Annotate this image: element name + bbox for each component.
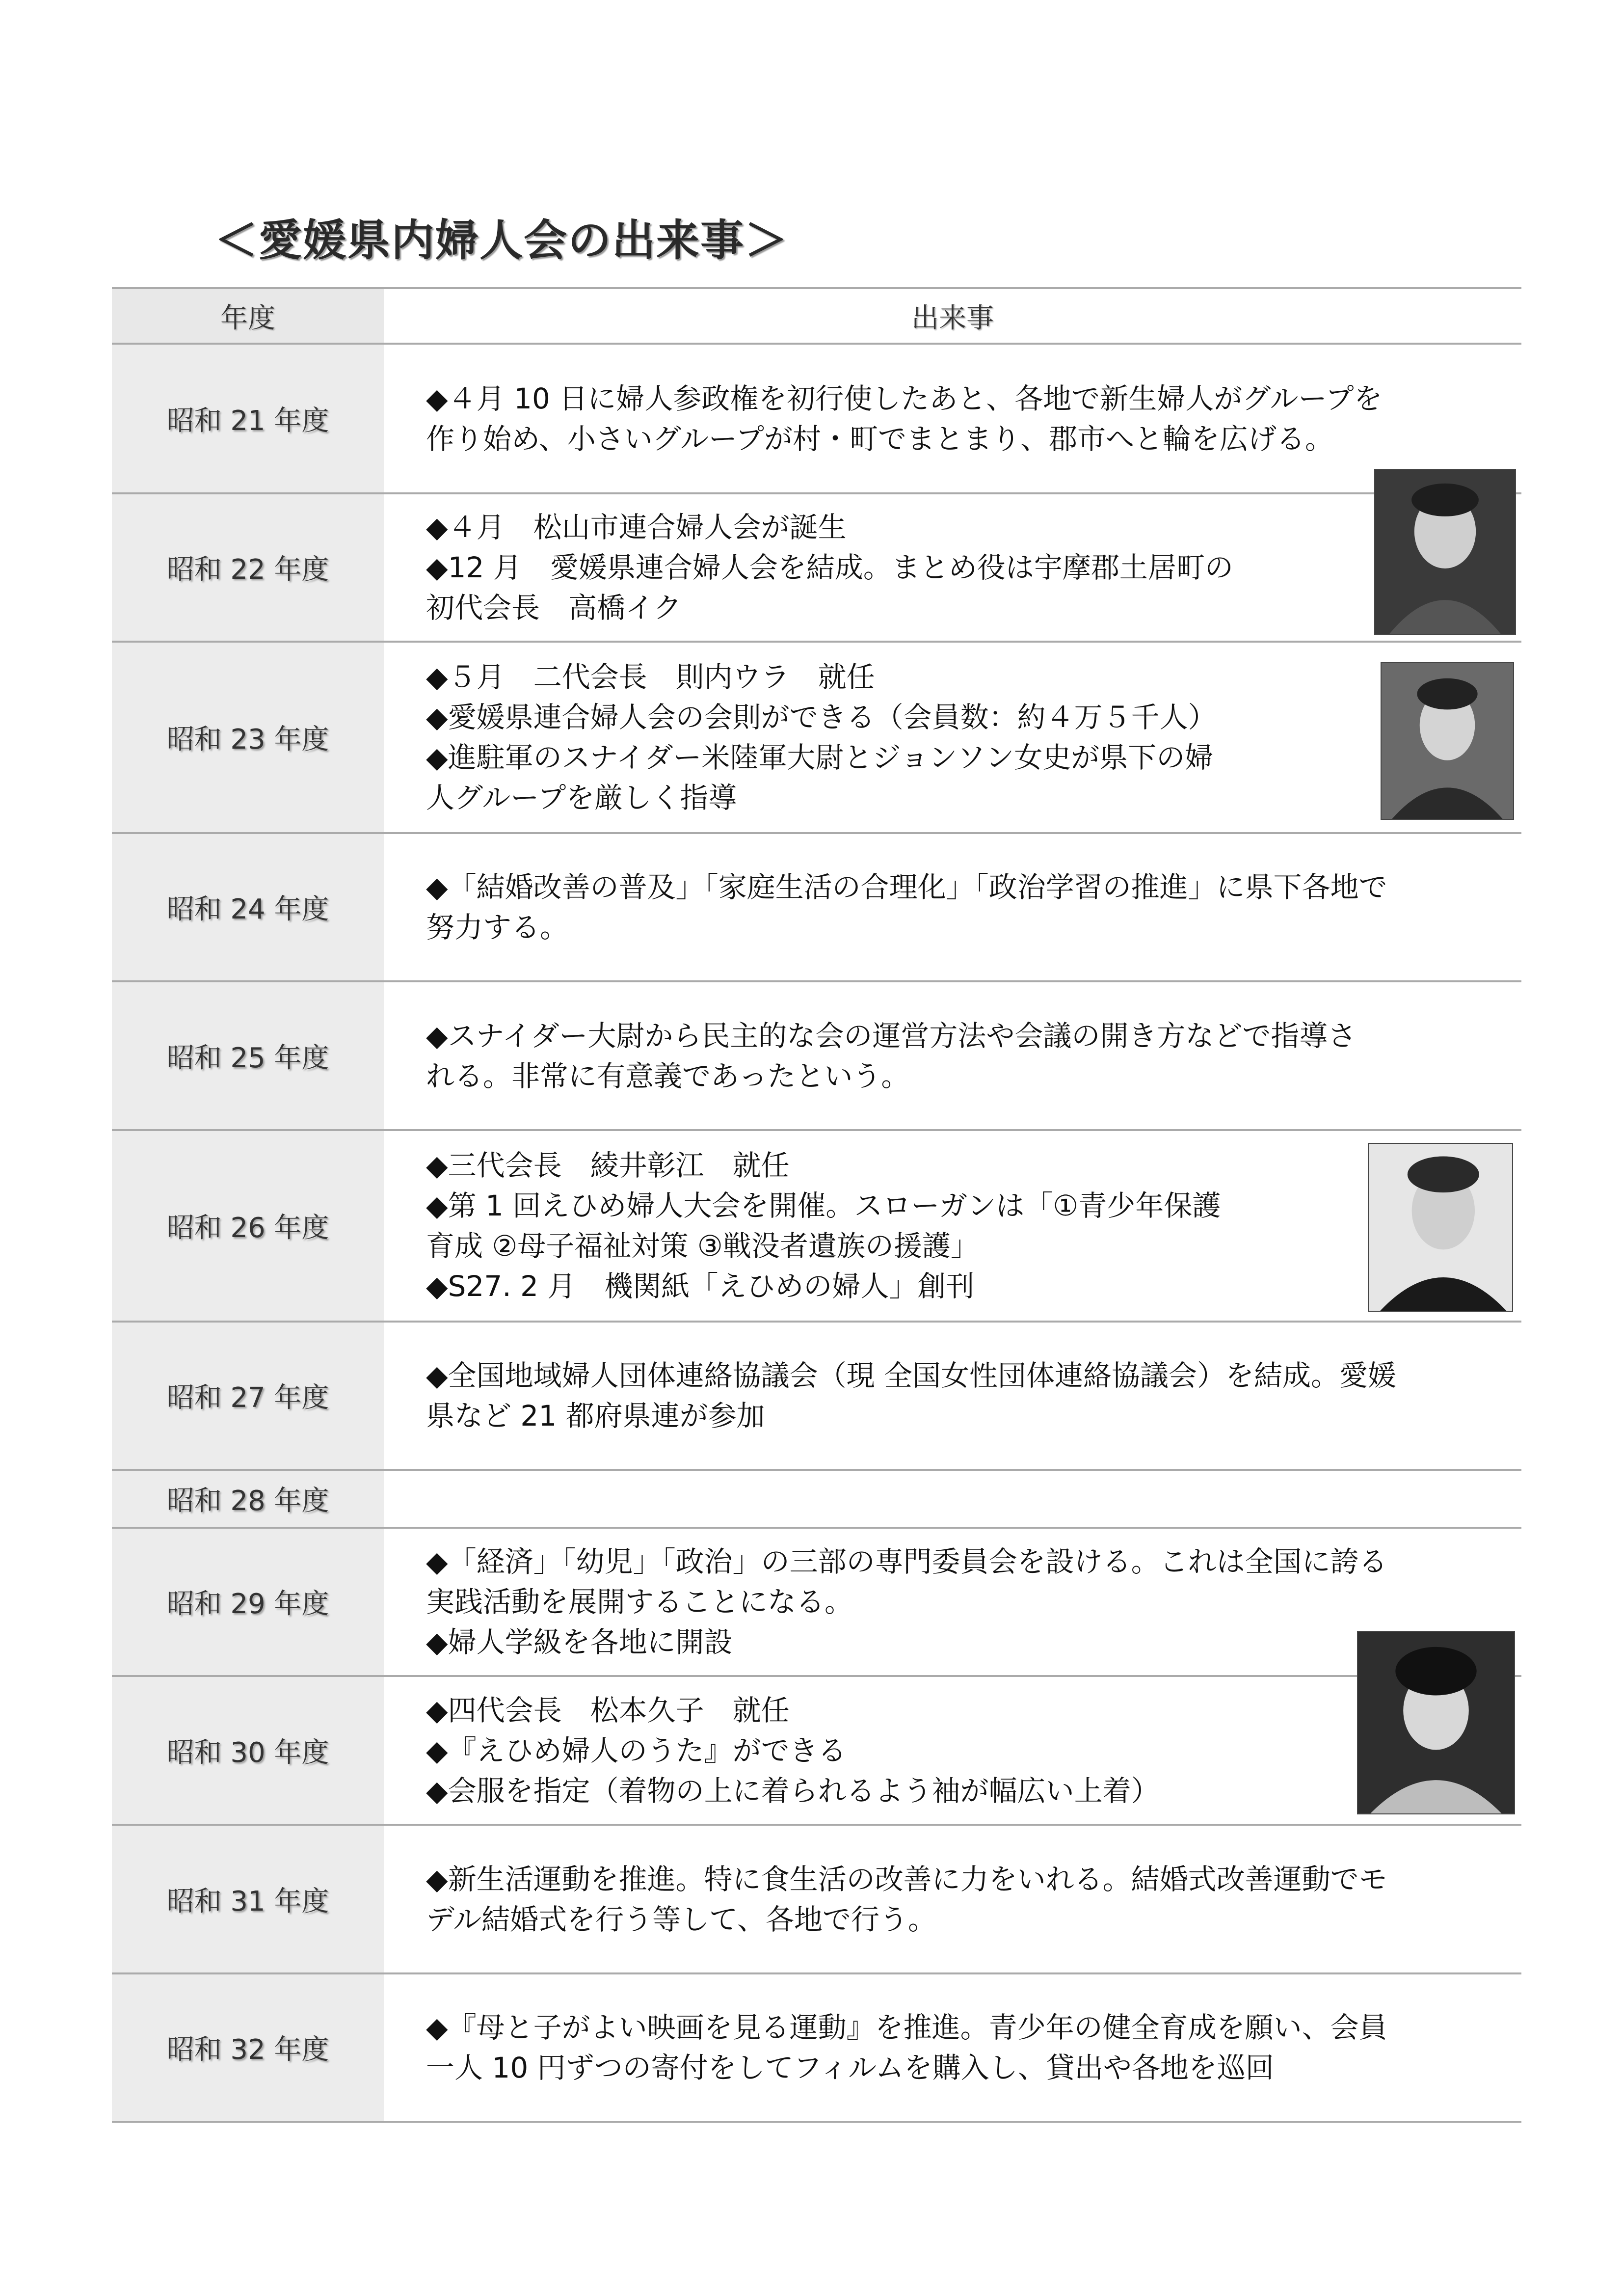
event-line: ◆『えひめ婦人のうた』ができる bbox=[426, 1733, 847, 1767]
event-line: 一人 10 円ずつの寄付をしてフィルムを購入し、貸出や各地を巡回 bbox=[426, 2051, 1274, 2084]
portrait-photo-ayai bbox=[1368, 1143, 1513, 1312]
event-line: 作り始め、小さいグループが村・町でまとまり、郡市へと輪を広げる。 bbox=[426, 422, 1334, 456]
row-year: 昭和 32 年度 bbox=[112, 1974, 384, 2121]
page-title: ＜愛媛県内婦人会の出来事＞ bbox=[214, 215, 789, 266]
event-line: ◆S27. 2 月 機関紙「えひめの婦人」創刊 bbox=[426, 1270, 975, 1303]
event-line: 初代会長 高橋イク bbox=[426, 591, 682, 624]
row-events bbox=[426, 345, 1512, 492]
table-header bbox=[112, 287, 1521, 345]
event-line: ◆「結婚改善の普及」「家庭生活の合理化」「政治学習の推進」に県下各地で bbox=[426, 870, 1387, 904]
table-row bbox=[112, 834, 1521, 982]
events-table bbox=[112, 287, 1521, 2123]
row-events bbox=[426, 1131, 1512, 1321]
header-year: 年度 bbox=[220, 302, 275, 334]
table-row bbox=[112, 982, 1521, 1131]
table-row bbox=[112, 1677, 1521, 1826]
event-line: 実践活動を展開することになる。 bbox=[426, 1585, 853, 1619]
header-event: 出来事 bbox=[911, 302, 994, 334]
table-row bbox=[112, 643, 1521, 834]
row-events bbox=[426, 1677, 1512, 1824]
event-line: ◆四代会長 松本久子 就任 bbox=[426, 1693, 790, 1727]
row-events bbox=[426, 494, 1512, 641]
event-line: ◆新生活運動を推進。特に食生活の改善に力をいれる。結婚式改善運動でモ bbox=[426, 1862, 1387, 1896]
event-line: ◆４月 10 日に婦人参政権を初行使したあと、各地で新生婦人がグループを bbox=[426, 381, 1383, 415]
row-year: 昭和 29 年度 bbox=[112, 1529, 384, 1675]
event-line: ◆12 月 愛媛県連合婦人会を結成。まとめ役は宇摩郡土居町の bbox=[426, 551, 1233, 584]
portrait-photo-matsumoto bbox=[1357, 1631, 1515, 1814]
row-year: 昭和 24 年度 bbox=[112, 834, 384, 980]
table-row bbox=[112, 1131, 1521, 1323]
row-year: 昭和 25 年度 bbox=[112, 982, 384, 1129]
event-line: ◆三代会長 綾井彰江 就任 bbox=[426, 1149, 790, 1182]
event-line: 県など 21 都府県連が参加 bbox=[426, 1399, 765, 1432]
event-line: ◆会服を指定（着物の上に着られるよう袖が幅広い上着） bbox=[426, 1774, 1160, 1808]
table-body bbox=[112, 345, 1521, 2123]
event-line: 人グループを厳しく指導 bbox=[426, 781, 737, 814]
row-year: 昭和 30 年度 bbox=[112, 1677, 384, 1824]
event-line: ◆全国地域婦人団体連絡協議会（現 全国女性団体連絡協議会）を結成。愛媛 bbox=[426, 1359, 1397, 1392]
event-line: ◆第 1 回えひめ婦人大会を開催。スローガンは「①青少年保護 bbox=[426, 1189, 1221, 1222]
row-events bbox=[426, 1826, 1512, 1972]
row-events bbox=[426, 1323, 1512, 1469]
event-line: ◆５月 二代会長 則内ウラ 就任 bbox=[426, 660, 875, 694]
row-events bbox=[426, 643, 1512, 832]
event-line: ◆婦人学級を各地に開設 bbox=[426, 1625, 733, 1659]
portrait-photo-norinouchi bbox=[1381, 662, 1514, 820]
portrait-photo-takahashi bbox=[1374, 469, 1516, 635]
row-events bbox=[426, 982, 1512, 1129]
event-line: 育成 ②母子福祉対策 ③戦没者遺族の援護」 bbox=[426, 1229, 979, 1263]
event-line: ◆愛媛県連合婦人会の会則ができる（会員数：約４万５千人） bbox=[426, 701, 1217, 734]
event-line: ◆４月 松山市連合婦人会が誕生 bbox=[426, 511, 847, 544]
row-year: 昭和 26 年度 bbox=[112, 1131, 384, 1321]
table-row bbox=[112, 494, 1521, 643]
row-events bbox=[426, 1974, 1512, 2121]
event-line: ◆『母と子がよい映画を見る運動』を推進。青少年の健全育成を願い、会員 bbox=[426, 2011, 1387, 2044]
row-year: 昭和 28 年度 bbox=[112, 1471, 384, 1527]
event-line: れる。非常に有意義であったという。 bbox=[426, 1059, 910, 1093]
row-year: 昭和 23 年度 bbox=[112, 643, 384, 832]
event-line: ◆スナイダー大尉から民主的な会の運営方法や会議の開き方などで指導さ bbox=[426, 1019, 1357, 1053]
table-row bbox=[112, 1323, 1521, 1471]
row-year: 昭和 31 年度 bbox=[112, 1826, 384, 1972]
table-row bbox=[112, 345, 1521, 494]
event-line: 努力する。 bbox=[426, 911, 569, 944]
row-events bbox=[426, 1529, 1512, 1675]
event-line: ◆「経済」「幼児」「政治」の三部の専門委員会を設ける。これは全国に誇る bbox=[426, 1545, 1387, 1578]
row-events bbox=[426, 1471, 1512, 1527]
table-row bbox=[112, 1826, 1521, 1974]
event-line: ◆進駐軍のスナイダー米陸軍大尉とジョンソン女史が県下の婦 bbox=[426, 741, 1214, 774]
row-year: 昭和 27 年度 bbox=[112, 1323, 384, 1469]
row-events bbox=[426, 834, 1512, 980]
table-row bbox=[112, 1974, 1521, 2123]
event-line: デル結婚式を行う等して、各地で行う。 bbox=[426, 1902, 936, 1936]
row-year: 昭和 21 年度 bbox=[112, 345, 384, 492]
row-year: 昭和 22 年度 bbox=[112, 494, 384, 641]
table-row bbox=[112, 1471, 1521, 1529]
table-row bbox=[112, 1529, 1521, 1677]
